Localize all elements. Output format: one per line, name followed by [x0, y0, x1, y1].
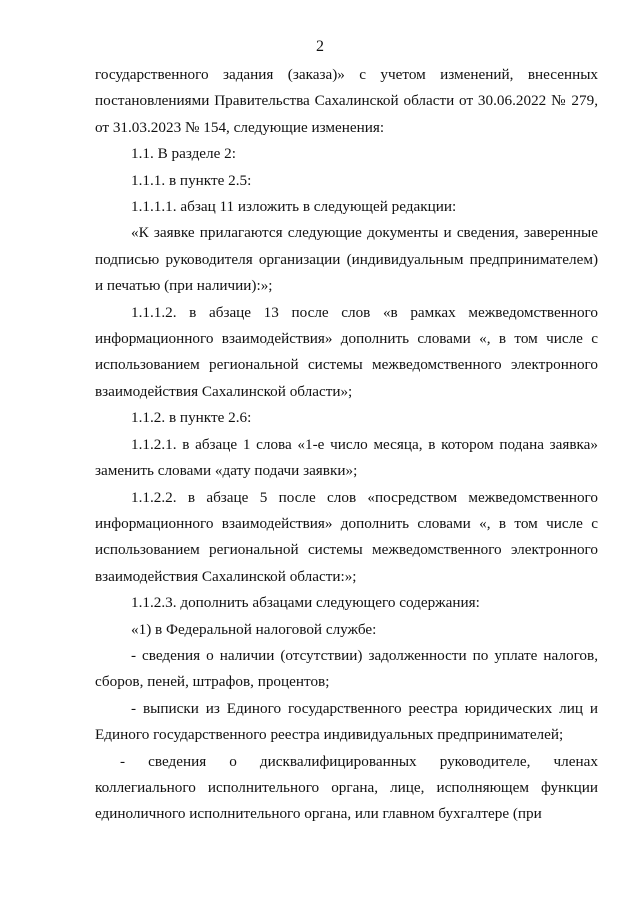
paragraph-intro: государственного задания (заказа)» с учетом изменений, внесенных постановлениями Правительства Сахалинской области от 30.06.2022 № 279, от 31.03.2023 № 154, следующие изменения: [95, 66, 598, 136]
paragraph-disqualified-first-line [95, 749, 598, 775]
paragraph-1-1-2-2: 1.1.2.2. в абзаце 5 после слов «посредством межведомственного информационного взаимодействия» дополнить словами «, в том числе с использованием региональной системы межведомственного электронного взаимодействия Сахалинской области:»; [95, 488, 598, 585]
paragraph-1-1-2-1: 1.1.2.1. в абзаце 1 слова «1-е число месяца, в котором подана заявка» заменить словами «дату подачи заявки»; [95, 435, 598, 480]
word: о [229, 752, 237, 770]
paragraph-1-1-1: 1.1.1. в пункте 2.5: [131, 171, 252, 189]
paragraph-debt-info: - сведения о наличии (отсутствии) задолженности по уплате налогов, сборов, пеней, штрафов, процентов; [95, 646, 598, 691]
paragraph-1-1-1-1: 1.1.1.1. абзац 11 изложить в следующей редакции: [131, 198, 457, 216]
paragraph-fns: «1) в Федеральной налоговой службе: [131, 620, 377, 638]
paragraph-1-1: 1.1. В разделе 2: [131, 145, 236, 163]
word: членах [553, 752, 598, 770]
paragraph-1-1-1-2: 1.1.1.2. в абзаце 13 после слов «в рамках межведомственного информационного взаимодействия» дополнить словами «, в том числе с использованием региональной системы межведомственного электронного взаимодействия Сахалинской области»; [95, 303, 598, 400]
word: руководителе, [439, 752, 531, 770]
paragraph-registry-extracts: - выписки из Единого государственного реестра юридических лиц и Единого государственного реестра индивидуальных предпринимателей; [95, 699, 598, 744]
paragraph-1-1-2-3: 1.1.2.3. дополнить абзацами следующего содержания: [131, 594, 480, 612]
document-body [95, 62, 598, 828]
word: сведения [148, 752, 207, 770]
paragraph-quote-attachments: «К заявке прилагаются следующие документы и сведения, заверенные подписью руководителя организации (индивидуальным предпринимателем) и печатью (при наличии):»; [95, 224, 598, 295]
paragraph-1-1-2: 1.1.2. в пункте 2.6: [131, 409, 252, 427]
paragraph-disqualified-continuation: коллегиального исполнительного органа, лице, исполняющем функции единоличного исполнительного органа, или главном бухгалтере (при [95, 778, 598, 823]
word: дисквалифицированных [259, 752, 417, 770]
word: - [120, 752, 126, 770]
page-number: 2 [316, 38, 324, 55]
